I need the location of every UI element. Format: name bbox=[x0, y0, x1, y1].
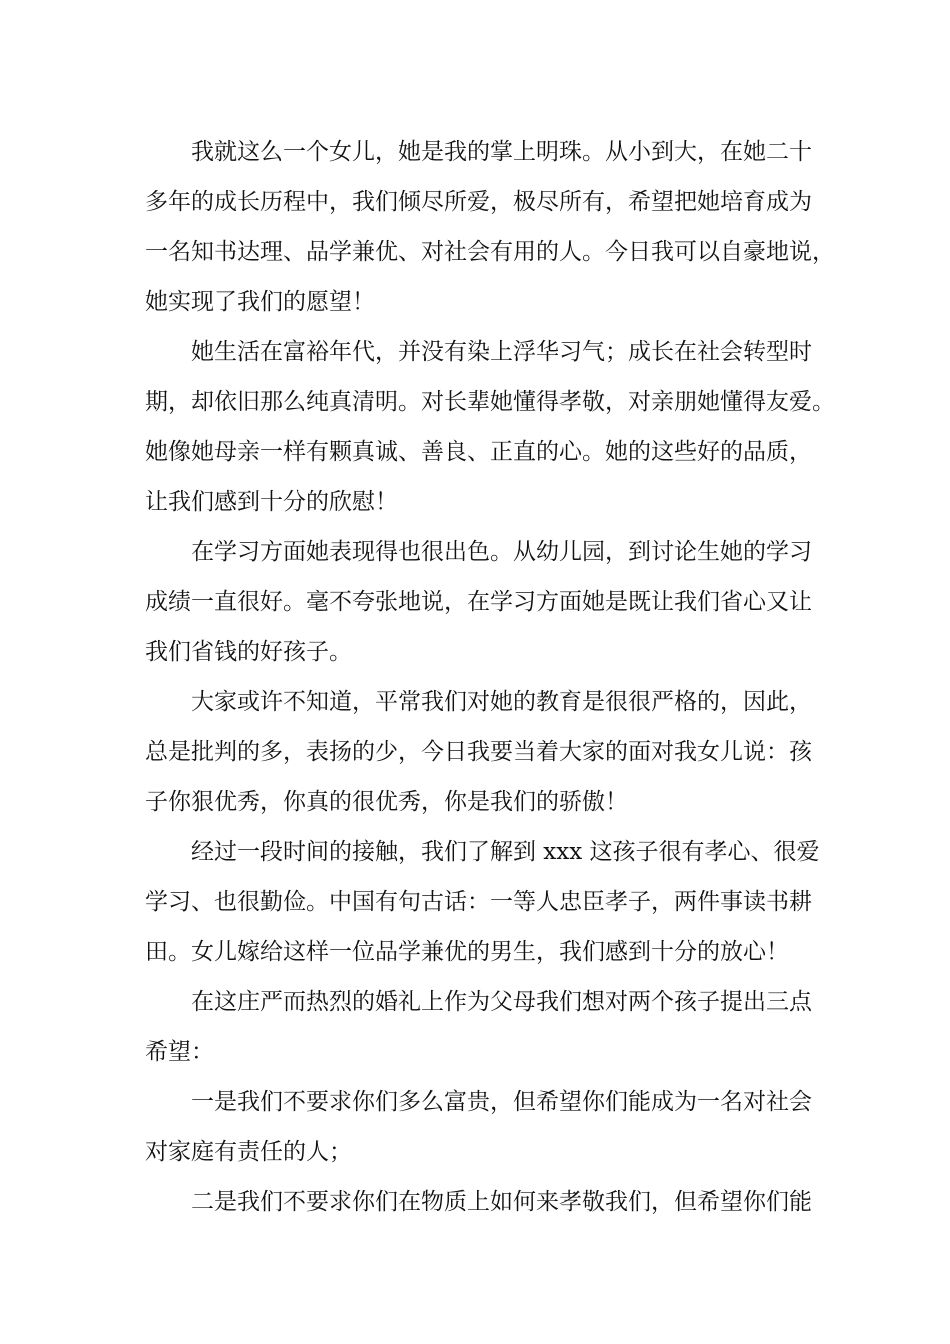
paragraph-3-line-1: 在学习方面她表现得也很出色。从幼儿园，到讨论生她的学习 bbox=[191, 539, 812, 565]
paragraph-1-line-2: 多年的成长历程中，我们倾尽所爱，极尽所有，希望把她培育成为 bbox=[145, 189, 812, 215]
paragraph-2-line-2: 期，却依旧那么纯真清明。对长辈她懂得孝敬，对亲朋她懂得友爱。 bbox=[145, 389, 835, 415]
paragraph-6-line-2: 希望： bbox=[145, 1039, 214, 1065]
paragraph-3-line-2: 成绩一直很好。毫不夸张地说，在学习方面她是既让我们省心又让 bbox=[145, 589, 812, 615]
paragraph-7-line-2: 对家庭有责任的人； bbox=[145, 1139, 352, 1165]
paragraph-1-line-3: 一名知书达理、品学兼优、对社会有用的人。今日我可以自豪地说， bbox=[145, 239, 835, 265]
paragraph-2-line-4: 让我们感到十分的欣慰！ bbox=[145, 489, 398, 515]
paragraph-2-line-1: 她生活在富裕年代，并没有染上浮华习气；成长在社会转型时 bbox=[191, 339, 812, 365]
paragraph-6-line-1: 在这庄严而热烈的婚礼上作为父母我们想对两个孩子提出三点 bbox=[191, 989, 812, 1015]
paragraph-8-line-1: 二是我们不要求你们在物质上如何来孝敬我们，但希望你们能 bbox=[191, 1189, 812, 1215]
paragraph-1-line-4: 她实现了我们的愿望！ bbox=[145, 289, 375, 315]
paragraph-4-line-1: 大家或许不知道，平常我们对她的教育是很很严格的，因此， bbox=[191, 689, 812, 715]
paragraph-5-line-2: 学习、也很勤俭。中国有句古话：一等人忠臣孝子，两件事读书耕 bbox=[145, 889, 812, 915]
paragraph-5-line-1: 经过一段时间的接触，我们了解到 xxx 这孩子很有孝心、很爱 bbox=[191, 839, 820, 865]
paragraph-5-line-3: 田。女儿嫁给这样一位品学兼优的男生，我们感到十分的放心！ bbox=[145, 939, 789, 965]
paragraph-2-line-3: 她像她母亲一样有颗真诚、善良、正直的心。她的这些好的品质， bbox=[145, 439, 812, 465]
paragraph-7-line-1: 一是我们不要求你们多么富贵，但希望你们能成为一名对社会 bbox=[191, 1089, 812, 1115]
paragraph-3-line-3: 我们省钱的好孩子。 bbox=[145, 639, 352, 665]
paragraph-4-line-2: 总是批判的多，表扬的少，今日我要当着大家的面对我女儿说：孩 bbox=[145, 739, 812, 765]
paragraph-1-line-1: 我就这么一个女儿，她是我的掌上明珠。从小到大，在她二十 bbox=[191, 139, 812, 165]
paragraph-4-line-3: 子你狠优秀，你真的很优秀，你是我们的骄傲！ bbox=[145, 789, 628, 815]
